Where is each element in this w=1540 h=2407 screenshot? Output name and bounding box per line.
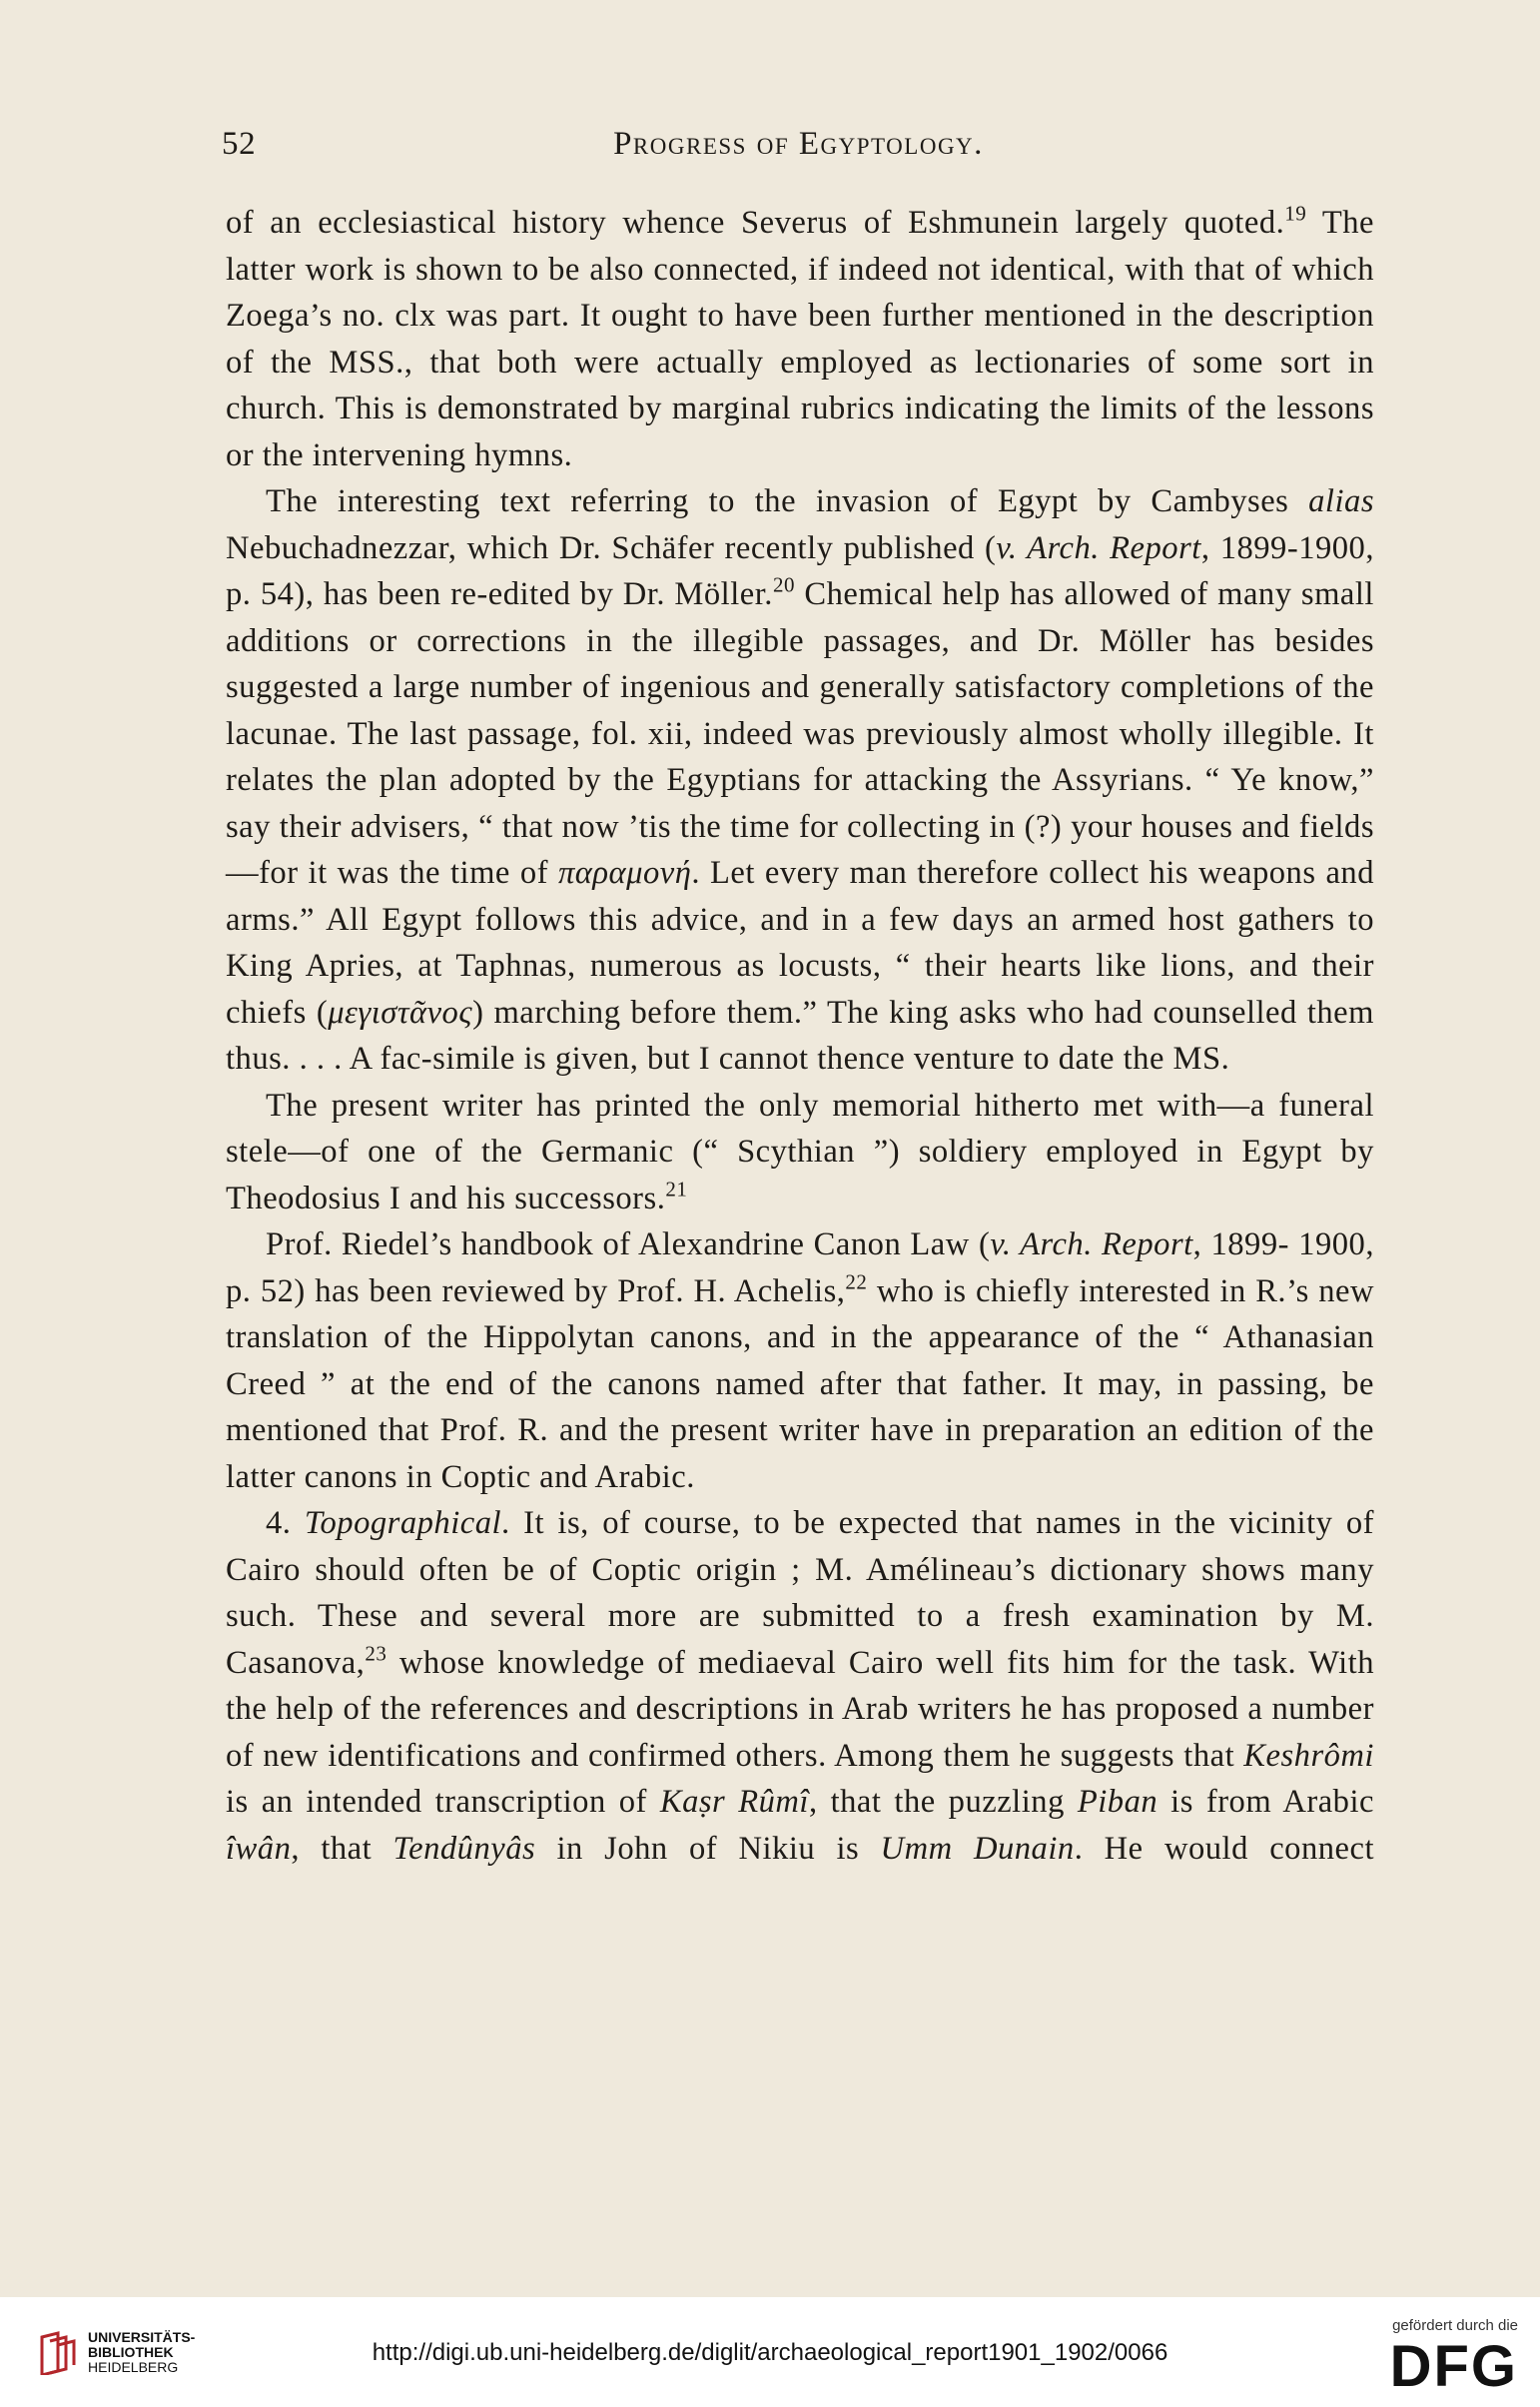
text-run: allowed of many small additions or corrections in the illegible passages, <box>226 576 1374 659</box>
text-run: Egypt by Theodosius I and his successors. <box>226 1134 1374 1216</box>
text-run: . Let every man therefore collect <box>691 855 1140 891</box>
italic-text: alias <box>1308 483 1374 519</box>
text-run: is an intended <box>226 1784 422 1820</box>
paragraph <box>226 1500 1374 1872</box>
text-run: is given, but I cannot thence venture to date the MS. <box>523 1041 1230 1077</box>
text-run: The latter work is shown to be also connected, if indeed not identical, with <box>226 205 1374 288</box>
text-run: , <box>1200 529 1210 566</box>
text-run: in Arab writers he has proposed a number of new identifications and <box>226 1691 1374 1774</box>
text-run: . He would connect <box>1074 1830 1375 1867</box>
source-url-link[interactable]: http://digi.ub.uni-heidelberg.de/diglit/archaeological_report1901_1902/0066 <box>372 2339 1168 2366</box>
text-run: the “ Athanasian Creed ” at the end of the canons named after that father. <box>226 1319 1374 1402</box>
text-run: transcription of <box>434 1784 660 1820</box>
text-run: fresh examination by M. Casanova, <box>226 1598 1374 1681</box>
text-run: indeed was previously almost wholly illegible. It relates the plan adopted <box>226 715 1374 798</box>
text-run: in R.’s new translation of the Hippolytan canons, and in the appearance of <box>226 1272 1374 1355</box>
text-run: dictionary shows many such. These and several more are submitted to a <box>226 1551 1374 1634</box>
footnote-ref: 20 <box>772 572 795 597</box>
library-name-line: HEIDELBERG <box>88 2359 179 2375</box>
text-run: employed as lectionaries of some sort in church. This is demonstrated by <box>226 344 1374 426</box>
italic-text: îwân <box>226 1830 292 1867</box>
paragraph <box>226 478 1374 1083</box>
footnote-ref: 21 <box>665 1176 688 1201</box>
text-run: Prof. Riedel’s handbook of Alexandrine Canon Law ( <box>266 1226 991 1262</box>
text-line <box>474 437 572 473</box>
body-text <box>226 200 1374 1872</box>
page-number: 52 <box>222 126 257 162</box>
text-run: The interesting text referring to the invasion of Egypt by Cambyses <box>266 483 1309 519</box>
text-run: . It is, of course, to be expected that names in the <box>501 1505 1216 1541</box>
italic-text: Keshrômi <box>1243 1737 1374 1774</box>
text-run: them.” The king asks who had counselled them thus. . . . A fac-simile <box>226 994 1374 1077</box>
italic-text: v. Arch. Report <box>996 529 1201 566</box>
text-run: an armed host gathers to King Apries, at Taphnas, numerous as locusts, <box>226 901 1374 984</box>
text-run: marginal rubrics indicating the limits of the lessons or the intervening <box>226 391 1374 473</box>
text-run: is from Arabic <box>1157 1784 1374 1820</box>
text-run: that of which Zoega’s no. clx was part. It ought to have been further <box>226 251 1374 334</box>
italic-text: Piban <box>1077 1784 1158 1820</box>
footnote-ref: 22 <box>845 1268 868 1293</box>
text-run: , 1899- <box>1192 1226 1289 1262</box>
italic-text: παραμονή <box>557 855 692 891</box>
italic-text: Topographical <box>304 1505 502 1541</box>
text-line <box>266 1088 1265 1124</box>
italic-text: v. Arch. Report <box>990 1226 1193 1262</box>
running-title: Progress of Egyptology. <box>613 126 984 162</box>
text-line <box>321 1831 1374 1867</box>
funded-by-label: gefördert durch die <box>1392 2317 1518 2334</box>
text-run: mentioned in the description of the MSS., that both were actually <box>226 298 1374 381</box>
text-run: The present writer has printed the only memorial hitherto met with—a <box>266 1087 1265 1124</box>
text-run: Nebuchadnezzar, which Dr. Schäfer recently published ( <box>226 529 997 566</box>
text-line <box>266 1226 1289 1262</box>
text-run: whose knowledge of mediaeval Cairo <box>386 1644 924 1681</box>
library-name-line: UNIVERSITÄTS- <box>88 2329 196 2345</box>
paragraph <box>226 1221 1374 1500</box>
text-run: , <box>291 1830 301 1867</box>
dfg-logo: DFG <box>1389 2334 1518 2399</box>
text-line <box>351 809 1290 845</box>
italic-text: Tendûnyâs <box>392 1830 536 1867</box>
text-run: in preparation an edition of the latter canons in Coptic and Arabic. <box>226 1412 1374 1495</box>
italic-text: Umm Dunain <box>880 1830 1075 1867</box>
text-run: that <box>321 1830 393 1867</box>
text-run: his weapons and arms.” All Egypt follows this advice, and in a few days <box>226 855 1375 938</box>
text-run: ) marching before <box>472 994 717 1031</box>
italic-text: μεγιστᾶνος <box>328 994 473 1031</box>
text-line <box>266 483 1374 519</box>
text-line <box>523 1041 1229 1077</box>
text-run: hymns. <box>474 436 573 473</box>
footnote-ref: 23 <box>365 1640 387 1665</box>
library-name-line: BIBLIOTHEK <box>88 2344 174 2360</box>
text-run: and Dr. Möller has besides suggested a large number of ingenious and <box>226 622 1374 705</box>
text-run: Chemical help has <box>794 576 1056 612</box>
text-run: of an ecclesiastical history whence Severus of Eshmunein largely quoted. <box>226 205 1285 241</box>
page-footer <box>0 2297 1540 2407</box>
text-line <box>266 1505 1215 1541</box>
text-line <box>226 201 1307 241</box>
italic-text: Kaṣr Rûmî <box>659 1784 809 1820</box>
text-run: 1899-1900, p. 54), has been re-edited by Dr. Möller. <box>226 529 1374 612</box>
text-run: , that the puzzling <box>808 1784 1078 1820</box>
text-run: fields—for it was the time of <box>226 808 1375 891</box>
text-run: in John of Nikiu is <box>535 1830 881 1867</box>
text-run: generally satisfactory completions of the lacunae. The last passage, fol. xii, <box>226 669 1374 752</box>
text-run: well fits him for the task. With the help of the references and descriptions <box>226 1644 1374 1727</box>
footnote-ref: 19 <box>1284 201 1307 226</box>
page-header <box>222 126 1375 176</box>
text-run: who is chiefly interested <box>867 1272 1211 1309</box>
text-run: 4. <box>266 1505 305 1541</box>
text-run: by the Egyptians for attacking the Assyrians. “ Ye know,” say their <box>226 762 1374 845</box>
text-run: advisers, “ that now ’tis the time for collecting in (?) your houses and <box>350 808 1290 845</box>
text-run: 1900, p. 52) has been reviewed by Prof. H. Achelis, <box>226 1226 1374 1309</box>
text-run: “ their hearts like lions, and their chiefs ( <box>226 948 1375 1031</box>
text-run: It may, in passing, be mentioned that Prof. R. and the present writer have <box>226 1365 1374 1448</box>
text-run: confirmed others. Among them he suggests that <box>587 1737 1244 1774</box>
paragraph <box>226 200 1374 478</box>
text-run: funeral stele—of one of the Germanic (“ Scythian ”) soldiery employed in <box>226 1087 1374 1170</box>
text-run: vicinity of Cairo should often be of Coptic origin ; M. Amélineau’s <box>226 1505 1374 1588</box>
text-line <box>226 530 1209 566</box>
paragraph <box>226 1083 1374 1222</box>
